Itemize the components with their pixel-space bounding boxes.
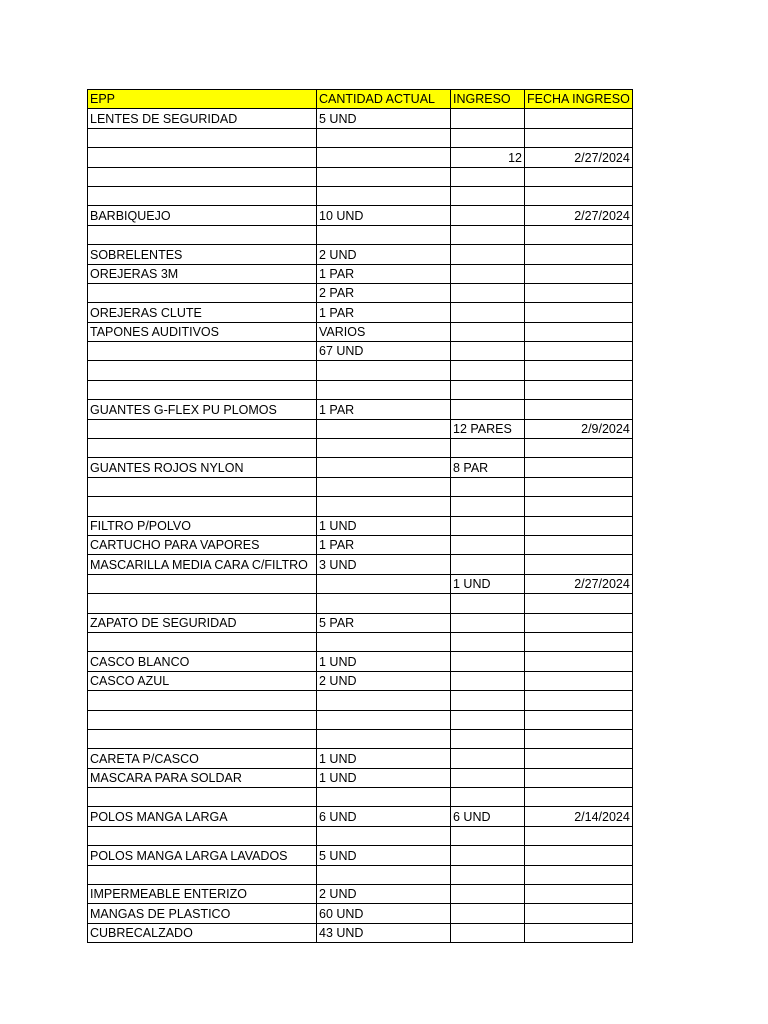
table-row bbox=[88, 632, 633, 651]
cell-cantidad-actual[interactable]: 1 UND bbox=[317, 768, 451, 787]
cell-ingreso[interactable] bbox=[451, 594, 525, 613]
cell-fecha-ingreso[interactable] bbox=[525, 535, 633, 554]
table-row bbox=[88, 167, 633, 186]
cell-epp[interactable] bbox=[88, 632, 317, 651]
cell-cantidad-actual[interactable]: 6 UND bbox=[317, 807, 451, 826]
cell-fecha-ingreso[interactable] bbox=[525, 904, 633, 923]
cell-cantidad-actual[interactable] bbox=[317, 380, 451, 399]
table-row bbox=[88, 148, 633, 167]
cell-cantidad-actual[interactable] bbox=[317, 361, 451, 380]
cell-cantidad-actual[interactable]: 1 PAR bbox=[317, 400, 451, 419]
cell-ingreso[interactable] bbox=[451, 167, 525, 186]
cell-ingreso[interactable] bbox=[451, 535, 525, 554]
cell-fecha-ingreso[interactable] bbox=[525, 439, 633, 458]
table-row bbox=[88, 807, 633, 826]
cell-ingreso[interactable] bbox=[451, 477, 525, 496]
cell-epp[interactable]: GUANTES G-FLEX PU PLOMOS bbox=[88, 400, 317, 419]
cell-fecha-ingreso[interactable] bbox=[525, 632, 633, 651]
table-row bbox=[88, 419, 633, 438]
cell-epp[interactable] bbox=[88, 574, 317, 593]
cell-fecha-ingreso[interactable] bbox=[525, 613, 633, 632]
cell-cantidad-actual[interactable] bbox=[317, 167, 451, 186]
cell-ingreso[interactable] bbox=[451, 555, 525, 574]
cell-epp[interactable] bbox=[88, 167, 317, 186]
cell-ingreso[interactable] bbox=[451, 128, 525, 147]
table-row bbox=[88, 225, 633, 244]
table-row bbox=[88, 826, 633, 845]
cell-cantidad-actual[interactable] bbox=[317, 710, 451, 729]
table-row bbox=[88, 322, 633, 341]
cell-cantidad-actual[interactable] bbox=[317, 128, 451, 147]
cell-epp[interactable]: MASCARA PARA SOLDAR bbox=[88, 768, 317, 787]
cell-epp[interactable] bbox=[88, 497, 317, 516]
table-row bbox=[88, 128, 633, 147]
cell-epp[interactable]: TAPONES AUDITIVOS bbox=[88, 322, 317, 341]
cell-cantidad-actual[interactable]: 67 UND bbox=[317, 342, 451, 361]
cell-ingreso[interactable] bbox=[451, 826, 525, 845]
cell-ingreso[interactable] bbox=[451, 865, 525, 884]
cell-cantidad-actual[interactable] bbox=[317, 458, 451, 477]
cell-epp[interactable] bbox=[88, 439, 317, 458]
cell-fecha-ingreso[interactable] bbox=[525, 846, 633, 865]
cell-fecha-ingreso[interactable] bbox=[525, 167, 633, 186]
cell-fecha-ingreso[interactable] bbox=[525, 788, 633, 807]
cell-ingreso[interactable] bbox=[451, 729, 525, 748]
table-row bbox=[88, 671, 633, 690]
cell-epp[interactable]: OREJERAS CLUTE bbox=[88, 303, 317, 322]
table-row bbox=[88, 923, 633, 942]
cell-fecha-ingreso[interactable]: 2/27/2024 bbox=[525, 206, 633, 225]
cell-ingreso[interactable] bbox=[451, 400, 525, 419]
cell-ingreso[interactable] bbox=[451, 186, 525, 205]
cell-cantidad-actual[interactable] bbox=[317, 148, 451, 167]
table-row bbox=[88, 361, 633, 380]
cell-ingreso[interactable] bbox=[451, 768, 525, 787]
table-row bbox=[88, 729, 633, 748]
cell-cantidad-actual[interactable]: 5 UND bbox=[317, 109, 451, 128]
cell-cantidad-actual[interactable]: 3 UND bbox=[317, 555, 451, 574]
cell-cantidad-actual[interactable] bbox=[317, 594, 451, 613]
cell-epp[interactable] bbox=[88, 361, 317, 380]
cell-fecha-ingreso[interactable] bbox=[525, 128, 633, 147]
cell-epp[interactable] bbox=[88, 419, 317, 438]
cell-ingreso[interactable] bbox=[451, 923, 525, 942]
cell-cantidad-actual[interactable]: 1 PAR bbox=[317, 303, 451, 322]
cell-ingreso[interactable] bbox=[451, 264, 525, 283]
cell-fecha-ingreso[interactable] bbox=[525, 342, 633, 361]
table-row bbox=[88, 380, 633, 399]
cell-epp[interactable] bbox=[88, 186, 317, 205]
cell-cantidad-actual[interactable] bbox=[317, 497, 451, 516]
cell-ingreso[interactable] bbox=[451, 245, 525, 264]
cell-epp[interactable]: CARTUCHO PARA VAPORES bbox=[88, 535, 317, 554]
cell-epp[interactable] bbox=[88, 342, 317, 361]
cell-fecha-ingreso[interactable] bbox=[525, 923, 633, 942]
cell-ingreso[interactable] bbox=[451, 788, 525, 807]
header-cell-ingreso[interactable]: INGRESO bbox=[451, 90, 525, 109]
cell-cantidad-actual[interactable] bbox=[317, 691, 451, 710]
table-row bbox=[88, 788, 633, 807]
cell-fecha-ingreso[interactable]: 2/9/2024 bbox=[525, 419, 633, 438]
epp-inventory-table bbox=[87, 89, 633, 943]
cell-epp[interactable]: CARETA P/CASCO bbox=[88, 749, 317, 768]
table-row bbox=[88, 303, 633, 322]
cell-fecha-ingreso[interactable] bbox=[525, 555, 633, 574]
cell-epp[interactable]: ZAPATO DE SEGURIDAD bbox=[88, 613, 317, 632]
cell-epp[interactable] bbox=[88, 710, 317, 729]
cell-cantidad-actual[interactable]: VARIOS bbox=[317, 322, 451, 341]
cell-fecha-ingreso[interactable] bbox=[525, 749, 633, 768]
cell-epp[interactable]: GUANTES ROJOS NYLON bbox=[88, 458, 317, 477]
cell-cantidad-actual[interactable]: 1 UND bbox=[317, 749, 451, 768]
cell-ingreso[interactable] bbox=[451, 283, 525, 302]
cell-fecha-ingreso[interactable] bbox=[525, 322, 633, 341]
cell-cantidad-actual[interactable]: 1 PAR bbox=[317, 535, 451, 554]
cell-epp[interactable]: MANGAS DE PLASTICO bbox=[88, 904, 317, 923]
cell-ingreso[interactable] bbox=[451, 691, 525, 710]
cell-fecha-ingreso[interactable]: 2/14/2024 bbox=[525, 807, 633, 826]
cell-ingreso[interactable]: 12 PARES bbox=[451, 419, 525, 438]
cell-cantidad-actual[interactable]: 1 UND bbox=[317, 652, 451, 671]
cell-ingreso[interactable] bbox=[451, 439, 525, 458]
cell-cantidad-actual[interactable] bbox=[317, 865, 451, 884]
table-row bbox=[88, 516, 633, 535]
cell-ingreso[interactable] bbox=[451, 361, 525, 380]
cell-ingreso[interactable] bbox=[451, 846, 525, 865]
cell-epp[interactable]: CASCO AZUL bbox=[88, 671, 317, 690]
table-row bbox=[88, 555, 633, 574]
cell-ingreso[interactable] bbox=[451, 652, 525, 671]
cell-fecha-ingreso[interactable] bbox=[525, 225, 633, 244]
cell-fecha-ingreso[interactable] bbox=[525, 458, 633, 477]
cell-epp[interactable]: OREJERAS 3M bbox=[88, 264, 317, 283]
cell-epp[interactable] bbox=[88, 148, 317, 167]
cell-cantidad-actual[interactable]: 60 UND bbox=[317, 904, 451, 923]
table-row bbox=[88, 264, 633, 283]
cell-epp[interactable] bbox=[88, 826, 317, 845]
cell-cantidad-actual[interactable] bbox=[317, 419, 451, 438]
cell-ingreso[interactable] bbox=[451, 516, 525, 535]
cell-epp[interactable] bbox=[88, 691, 317, 710]
cell-cantidad-actual[interactable]: 1 UND bbox=[317, 516, 451, 535]
cell-fecha-ingreso[interactable] bbox=[525, 400, 633, 419]
table-row bbox=[88, 768, 633, 787]
cell-fecha-ingreso[interactable] bbox=[525, 303, 633, 322]
cell-fecha-ingreso[interactable] bbox=[525, 477, 633, 496]
cell-epp[interactable]: MASCARILLA MEDIA CARA C/FILTRO bbox=[88, 555, 317, 574]
cell-cantidad-actual[interactable]: 1 PAR bbox=[317, 264, 451, 283]
cell-epp[interactable] bbox=[88, 283, 317, 302]
table-row bbox=[88, 497, 633, 516]
cell-cantidad-actual[interactable] bbox=[317, 186, 451, 205]
table-row bbox=[88, 594, 633, 613]
cell-ingreso[interactable] bbox=[451, 322, 525, 341]
table-row bbox=[88, 186, 633, 205]
cell-epp[interactable] bbox=[88, 380, 317, 399]
cell-cantidad-actual[interactable]: 2 PAR bbox=[317, 283, 451, 302]
cell-ingreso[interactable] bbox=[451, 632, 525, 651]
header-cell-epp[interactable]: EPP bbox=[88, 90, 317, 109]
cell-epp[interactable]: FILTRO P/POLVO bbox=[88, 516, 317, 535]
cell-fecha-ingreso[interactable] bbox=[525, 691, 633, 710]
cell-ingreso[interactable]: 1 UND bbox=[451, 574, 525, 593]
cell-cantidad-actual[interactable]: 2 UND bbox=[317, 671, 451, 690]
table-row bbox=[88, 749, 633, 768]
cell-fecha-ingreso[interactable] bbox=[525, 594, 633, 613]
cell-fecha-ingreso[interactable] bbox=[525, 245, 633, 264]
cell-ingreso[interactable] bbox=[451, 613, 525, 632]
cell-epp[interactable]: SOBRELENTES bbox=[88, 245, 317, 264]
cell-fecha-ingreso[interactable] bbox=[525, 826, 633, 845]
cell-fecha-ingreso[interactable] bbox=[525, 497, 633, 516]
cell-cantidad-actual[interactable]: 10 UND bbox=[317, 206, 451, 225]
header-cell-cantidad-actual[interactable]: CANTIDAD ACTUAL bbox=[317, 90, 451, 109]
table-row bbox=[88, 904, 633, 923]
cell-cantidad-actual[interactable]: 5 PAR bbox=[317, 613, 451, 632]
cell-cantidad-actual[interactable] bbox=[317, 225, 451, 244]
cell-epp[interactable]: POLOS MANGA LARGA LAVADOS bbox=[88, 846, 317, 865]
cell-fecha-ingreso[interactable] bbox=[525, 109, 633, 128]
cell-epp[interactable] bbox=[88, 594, 317, 613]
cell-ingreso[interactable]: 6 UND bbox=[451, 807, 525, 826]
cell-fecha-ingreso[interactable] bbox=[525, 729, 633, 748]
cell-epp[interactable] bbox=[88, 865, 317, 884]
table-row bbox=[88, 846, 633, 865]
header-cell-fecha-ingreso[interactable]: FECHA INGRESO bbox=[525, 90, 633, 109]
cell-fecha-ingreso[interactable] bbox=[525, 710, 633, 729]
cell-cantidad-actual[interactable] bbox=[317, 477, 451, 496]
table-row bbox=[88, 710, 633, 729]
cell-ingreso[interactable] bbox=[451, 303, 525, 322]
cell-ingreso[interactable]: 8 PAR bbox=[451, 458, 525, 477]
table-row bbox=[88, 245, 633, 264]
cell-epp[interactable]: IMPERMEABLE ENTERIZO bbox=[88, 885, 317, 904]
cell-epp[interactable]: BARBIQUEJO bbox=[88, 206, 317, 225]
cell-fecha-ingreso[interactable] bbox=[525, 865, 633, 884]
cell-epp[interactable] bbox=[88, 477, 317, 496]
cell-fecha-ingreso[interactable] bbox=[525, 283, 633, 302]
cell-fecha-ingreso[interactable]: 2/27/2024 bbox=[525, 574, 633, 593]
table-row bbox=[88, 652, 633, 671]
cell-ingreso[interactable]: 12 bbox=[451, 148, 525, 167]
cell-fecha-ingreso[interactable] bbox=[525, 361, 633, 380]
table-row bbox=[88, 439, 633, 458]
cell-ingreso[interactable] bbox=[451, 497, 525, 516]
cell-epp[interactable] bbox=[88, 225, 317, 244]
cell-cantidad-actual[interactable]: 5 UND bbox=[317, 846, 451, 865]
table-row bbox=[88, 109, 633, 128]
table-row bbox=[88, 206, 633, 225]
cell-epp[interactable] bbox=[88, 128, 317, 147]
header-row bbox=[88, 90, 633, 109]
cell-ingreso[interactable] bbox=[451, 225, 525, 244]
cell-ingreso[interactable] bbox=[451, 380, 525, 399]
table-row bbox=[88, 477, 633, 496]
table-row bbox=[88, 283, 633, 302]
table-row bbox=[88, 691, 633, 710]
cell-cantidad-actual[interactable] bbox=[317, 574, 451, 593]
table-row bbox=[88, 342, 633, 361]
cell-cantidad-actual[interactable]: 2 UND bbox=[317, 245, 451, 264]
cell-fecha-ingreso[interactable] bbox=[525, 768, 633, 787]
cell-epp[interactable] bbox=[88, 729, 317, 748]
cell-fecha-ingreso[interactable] bbox=[525, 885, 633, 904]
cell-ingreso[interactable] bbox=[451, 885, 525, 904]
table-row bbox=[88, 865, 633, 884]
cell-epp[interactable]: CASCO BLANCO bbox=[88, 652, 317, 671]
cell-cantidad-actual[interactable]: 43 UND bbox=[317, 923, 451, 942]
cell-fecha-ingreso[interactable] bbox=[525, 671, 633, 690]
cell-fecha-ingreso[interactable] bbox=[525, 652, 633, 671]
cell-epp[interactable]: CUBRECALZADO bbox=[88, 923, 317, 942]
table-row bbox=[88, 400, 633, 419]
cell-fecha-ingreso[interactable] bbox=[525, 186, 633, 205]
cell-cantidad-actual[interactable] bbox=[317, 632, 451, 651]
table-row bbox=[88, 535, 633, 554]
cell-cantidad-actual[interactable]: 2 UND bbox=[317, 885, 451, 904]
cell-ingreso[interactable] bbox=[451, 710, 525, 729]
table-row bbox=[88, 613, 633, 632]
cell-ingreso[interactable] bbox=[451, 749, 525, 768]
cell-cantidad-actual[interactable] bbox=[317, 826, 451, 845]
table-row bbox=[88, 458, 633, 477]
cell-fecha-ingreso[interactable]: 2/27/2024 bbox=[525, 148, 633, 167]
cell-epp[interactable]: LENTES DE SEGURIDAD bbox=[88, 109, 317, 128]
cell-cantidad-actual[interactable] bbox=[317, 439, 451, 458]
cell-cantidad-actual[interactable] bbox=[317, 729, 451, 748]
cell-epp[interactable] bbox=[88, 788, 317, 807]
cell-epp[interactable]: POLOS MANGA LARGA bbox=[88, 807, 317, 826]
cell-cantidad-actual[interactable] bbox=[317, 788, 451, 807]
cell-ingreso[interactable] bbox=[451, 109, 525, 128]
cell-ingreso[interactable] bbox=[451, 342, 525, 361]
table-row bbox=[88, 885, 633, 904]
cell-ingreso[interactable] bbox=[451, 671, 525, 690]
cell-fecha-ingreso[interactable] bbox=[525, 516, 633, 535]
cell-fecha-ingreso[interactable] bbox=[525, 264, 633, 283]
cell-fecha-ingreso[interactable] bbox=[525, 380, 633, 399]
cell-ingreso[interactable] bbox=[451, 904, 525, 923]
table-row bbox=[88, 574, 633, 593]
cell-ingreso[interactable] bbox=[451, 206, 525, 225]
